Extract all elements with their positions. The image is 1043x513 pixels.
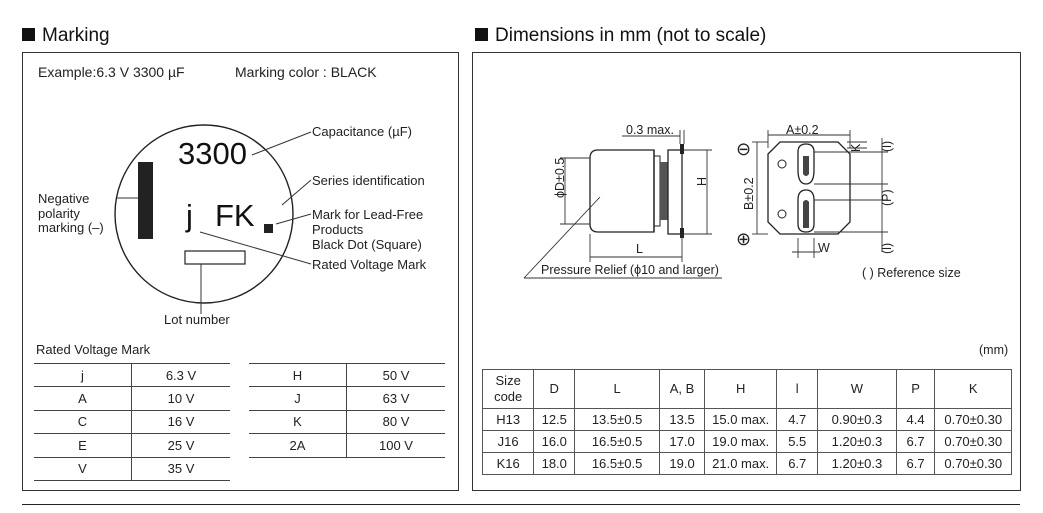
header-size-code: [483, 370, 534, 409]
dimension-unit: (mm): [979, 343, 1009, 357]
dim-l-bottom: (l): [880, 242, 894, 254]
table-row: [34, 457, 230, 480]
label-lead-free-line1: Mark for Lead-Free: [312, 207, 424, 222]
table-row: [249, 364, 445, 387]
table-row: [249, 387, 445, 410]
cell-AB: 17.0: [660, 431, 705, 453]
header-L: L: [575, 370, 660, 409]
dim-K: K: [849, 143, 863, 152]
voltage-code-cell: E: [34, 434, 132, 457]
cell-L: 16.5±0.5: [575, 431, 660, 453]
header-K: K: [935, 370, 1012, 409]
table-row: [483, 409, 1012, 431]
dark-seal: [660, 162, 668, 220]
dim-L: L: [636, 242, 643, 256]
header-size-line1: Size: [495, 373, 521, 388]
voltage-code-cell: K: [249, 410, 347, 433]
label-rated-voltage: Rated Voltage Mark: [312, 257, 427, 272]
dim-A: A±0.2: [786, 123, 819, 137]
voltage-code-cell: 2A: [249, 434, 347, 457]
label-lot-number: Lot number: [164, 312, 230, 327]
cell-W: 0.90±0.3: [818, 409, 897, 431]
marking-section-title: [22, 25, 110, 47]
header-D: D: [534, 370, 575, 409]
header-l: l: [777, 370, 818, 409]
header-AB: A, B: [660, 370, 705, 409]
marking-color: Marking color : BLACK: [235, 64, 377, 80]
voltage-value-cell: 25 V: [132, 434, 231, 457]
dim-phiD: ϕD±0.5: [553, 157, 567, 198]
voltage-code: FK: [215, 198, 255, 233]
label-negative-line2: polarity: [38, 205, 80, 221]
table-row: [34, 387, 230, 410]
marking-title-text: Marking: [42, 25, 110, 46]
label-negative-line3: marking (–): [38, 220, 104, 235]
table-row: [483, 453, 1012, 475]
cell-D: 16.0: [534, 431, 575, 453]
lead-free-dot: [264, 224, 273, 233]
label-negative-polarity: [38, 192, 104, 236]
cell-AB: 13.5: [660, 409, 705, 431]
table-row: [249, 434, 445, 457]
marking-example: Example:6.3 V 3300 µF: [38, 64, 185, 80]
cell-P: 6.7: [896, 431, 935, 453]
label-capacitance: Capacitance (µF): [312, 124, 412, 139]
table-row: [249, 410, 445, 433]
voltage-code-cell: j: [34, 364, 132, 387]
cell-H: 19.0 max.: [705, 431, 777, 453]
negative-polarity-bar: [138, 162, 153, 239]
header-P: P: [896, 370, 935, 409]
voltage-value-cell: 63 V: [347, 387, 446, 410]
table-row: [34, 364, 230, 387]
voltage-value-cell: 50 V: [347, 364, 446, 387]
label-negative-line1: Negative: [38, 191, 90, 206]
dim-W: W: [818, 241, 830, 255]
label-series: Series identification: [312, 173, 425, 188]
cell-P: 4.4: [896, 409, 935, 431]
reference-size-note: ( ) Reference size: [862, 266, 961, 280]
bottom-divider: [22, 504, 1020, 505]
voltage-table-left: [34, 363, 230, 481]
dim-B: B±0.2: [742, 177, 756, 210]
dimensions-table: [482, 369, 1012, 475]
pressure-relief-label: Pressure Relief (ϕ10 and larger): [541, 263, 719, 277]
cell-W: 1.20±0.3: [818, 431, 897, 453]
voltage-value-cell: 10 V: [132, 387, 231, 410]
dim-P: (P): [880, 189, 894, 206]
cell-D: 12.5: [534, 409, 575, 431]
table-header-row: [483, 370, 1012, 409]
cell-H: 21.0 max.: [705, 453, 777, 475]
square-bullet-icon: [22, 28, 35, 41]
cell-AB: 19.0: [660, 453, 705, 475]
voltage-code-cell: J: [249, 387, 347, 410]
rated-voltage-title: Rated Voltage Mark: [36, 342, 151, 357]
voltage-value-cell: 35 V: [132, 457, 231, 480]
cell-W: 1.20±0.3: [818, 453, 897, 475]
lot-number-box: [185, 251, 245, 264]
voltage-value-cell: 16 V: [132, 410, 231, 433]
cell-l: 5.5: [777, 431, 818, 453]
voltage-code-cell: C: [34, 410, 132, 433]
cell-size-code: J16: [483, 431, 534, 453]
minus-sign-icon: ⊖: [736, 139, 752, 159]
cell-L: 13.5±0.5: [575, 409, 660, 431]
plus-sign-icon: ⊕: [736, 229, 752, 249]
label-lead-free-line2: Products: [312, 222, 364, 237]
label-lead-free: [312, 207, 423, 252]
label-lead-free-line3: Black Dot (Square): [312, 237, 422, 252]
cell-K: 0.70±0.30: [935, 409, 1012, 431]
dim-03-max: 0.3 max.: [626, 123, 674, 137]
header-size-line2: code: [494, 389, 523, 404]
voltage-value-cell: 80 V: [347, 410, 446, 433]
series-code: j: [186, 198, 193, 233]
voltage-code-cell: H: [249, 364, 347, 387]
cell-size-code: H13: [483, 409, 534, 431]
cell-H: 15.0 max.: [705, 409, 777, 431]
cell-D: 18.0: [534, 453, 575, 475]
voltage-table-right: [249, 363, 445, 458]
cell-L: 16.5±0.5: [575, 453, 660, 475]
voltage-code-cell: A: [34, 387, 132, 410]
table-row: [34, 434, 230, 457]
dimensions-section-title: [475, 25, 766, 47]
table-row: [483, 431, 1012, 453]
square-bullet-icon: [475, 28, 488, 41]
header-W: W: [818, 370, 897, 409]
capacitance-value: 3300: [178, 136, 247, 171]
header-H: H: [705, 370, 777, 409]
cell-l: 4.7: [777, 409, 818, 431]
cell-l: 6.7: [777, 453, 818, 475]
voltage-value-cell: 6.3 V: [132, 364, 231, 387]
cell-P: 6.7: [896, 453, 935, 475]
dimensions-title-text: Dimensions in mm (not to scale): [495, 25, 767, 46]
cell-K: 0.70±0.30: [935, 453, 1012, 475]
cell-size-code: K16: [483, 453, 534, 475]
cell-K: 0.70±0.30: [935, 431, 1012, 453]
dim-H: H: [695, 176, 709, 186]
table-row: [34, 410, 230, 433]
voltage-value-cell: 100 V: [347, 434, 446, 457]
dim-l-top: (l): [880, 140, 894, 152]
voltage-code-cell: V: [34, 457, 132, 480]
base-plate-side: [668, 150, 682, 234]
capacitor-body-side: [590, 150, 654, 232]
